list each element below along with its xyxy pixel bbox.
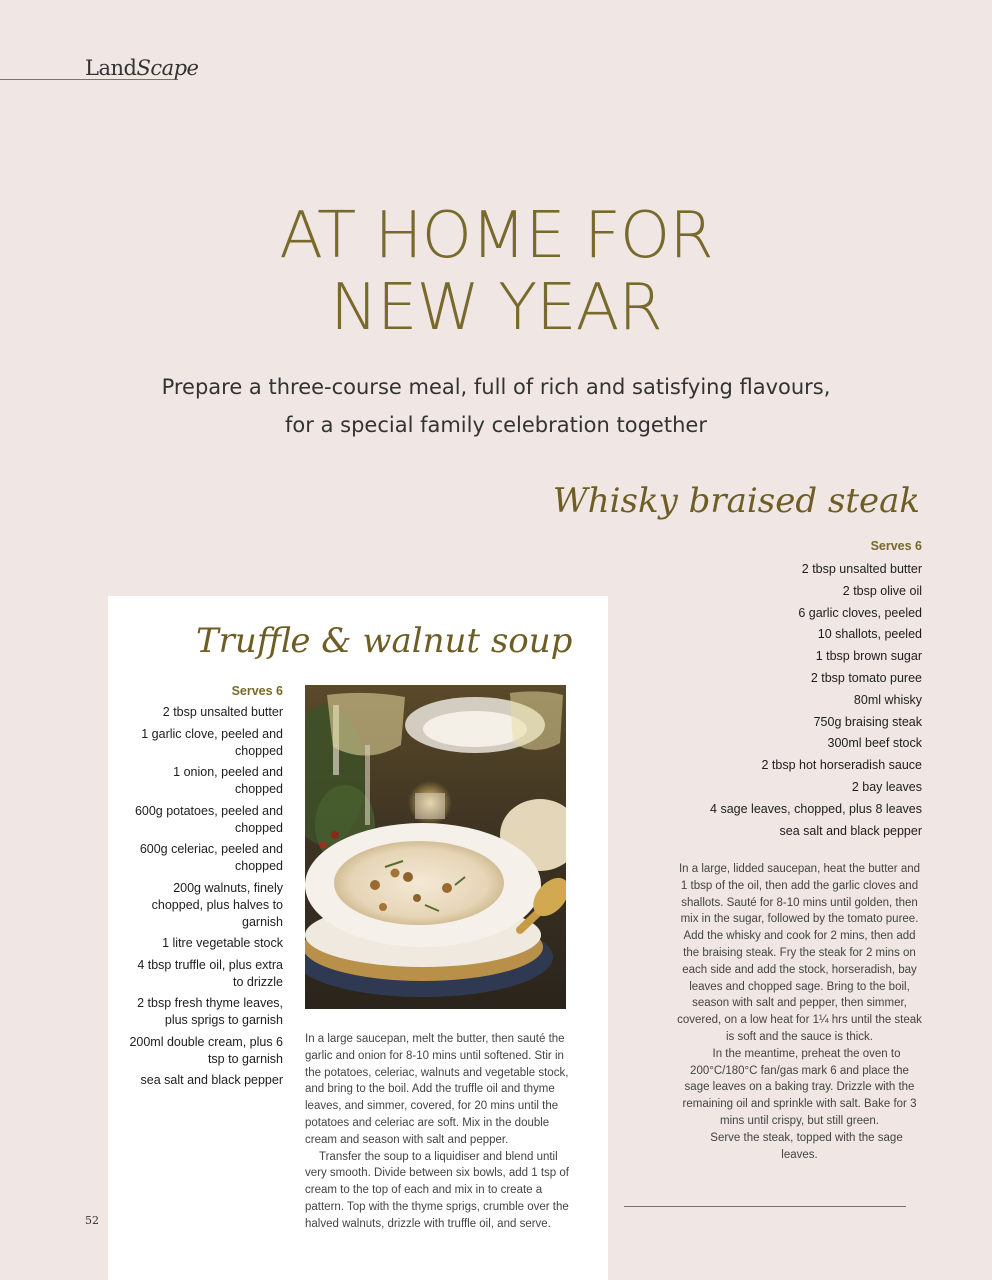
ingredient-item: 2 tbsp unsalted butter [801, 562, 922, 576]
ingredient-item: 1 garlic clove, peeled and chopped [141, 726, 283, 758]
ingredient-item: 2 tbsp unsalted butter [162, 705, 283, 719]
steak-method [677, 861, 922, 1163]
method-paragraph: In a large saucepan, melt the butter, then sauté the garlic and onion for 8-10 mins until softened. Stir in the potatoes, celeriac, walnuts and vegetable stock, and bring to the boil. Add the truffle oil and thyme leaves, and simmer, covered, for 20 mins until the potatoes and celeriac are soft. Mix in the double cream and season with salt and pepper. [305, 1033, 569, 1146]
ingredient-item: 300ml beef stock [827, 736, 922, 751]
ingredient-item: 4 tbsp truffle oil, plus extra to drizzle [137, 957, 283, 989]
ingredient-item: 750g braising steak [813, 714, 922, 729]
soup-recipe-title: Truffle & walnut soup [196, 621, 573, 661]
ingredient-item: sea salt and black pepper [140, 1073, 283, 1087]
method-paragraph: In the meantime, preheat the oven to 200°C/180°C fan/gas mark 6 and place the sage leaves on a baking tray. Drizzle with the remaining oil and sprinkle with salt. Bake for 3 mins until crispy, but still green. [682, 1047, 917, 1127]
method-paragraph: Transfer the soup to a liquidiser and blend until very smooth. Divide between six bowls, add 1 tsp of cream to the top of each and mix in to create a pattern. Top with the thyme sprigs, crumble over the halved walnuts, drizzle with truffle oil, and serve. [305, 1150, 569, 1230]
steak-ingredients [622, 539, 922, 842]
magazine-logo: LandScape [85, 56, 199, 80]
title-line-2: NEW YEAR [330, 271, 662, 345]
soup-ingredients [128, 684, 283, 1094]
ingredient-item: 1 tbsp brown sugar [815, 649, 922, 664]
ingredient-item: 600g potatoes, peeled and chopped [134, 803, 283, 835]
method-paragraph: Serve the steak, topped with the sage leaves. [710, 1131, 903, 1161]
soup-method [305, 1031, 570, 1233]
soup-recipe-card [108, 596, 608, 1280]
page-subtitle [0, 368, 992, 444]
ingredient-item: 2 bay leaves [851, 779, 922, 794]
method-paragraph: In a large, lidded saucepan, heat the butter and 1 tbsp of the oil, then add the garlic cloves and shallots. Sauté for 8-10 mins until golden, then mix in the sugar, followed by the tomato puree. Add the whisky and cook for 2 mins, then add the braising steak. Fry the steak for 2 mins on each side and add the stock, horseradish, bay leaves and chopped sage. Bring to the boil, season with salt and pepper, then simmer, covered, on a low heat for 1¼ hrs until the steak is soft and the sauce is thick. [677, 863, 922, 1043]
ingredient-item: 2 tbsp tomato puree [810, 670, 922, 685]
steak-serves: Serves 6 [870, 539, 922, 553]
ingredient-item: 10 shallots, peeled [817, 627, 922, 642]
ingredient-item: 1 litre vegetable stock [162, 936, 283, 950]
subtitle-line-1: Prepare a three-course meal, full of rich and satisfying flavours, [161, 375, 831, 399]
ingredient-item: 600g celeriac, peeled and chopped [139, 842, 283, 873]
page-title [0, 200, 992, 344]
ingredient-item: 2 tbsp fresh thyme leaves, plus sprigs to garnish [137, 996, 283, 1027]
ingredient-item: 200g walnuts, finely chopped, plus halves to garnish [151, 880, 283, 929]
page-number: 52 [85, 1214, 99, 1227]
soup-serves: Serves 6 [231, 684, 283, 698]
ingredient-item: 4 sage leaves, chopped, plus 8 leaves [710, 801, 922, 816]
ingredient-item: 200ml double cream, plus 6 tsp to garnish [129, 1034, 283, 1066]
soup-photo [305, 685, 566, 1009]
subtitle-line-2: for a special family celebration together [285, 413, 707, 437]
ingredient-item: 1 onion, peeled and chopped [173, 765, 283, 796]
steak-recipe-title: Whisky braised steak [552, 481, 920, 521]
ingredient-item: 80ml whisky [853, 692, 922, 707]
ingredient-item: sea salt and black pepper [779, 823, 922, 838]
footer-rule [624, 1206, 906, 1207]
ingredient-item: 2 tbsp olive oil [842, 583, 922, 598]
title-line-1: AT HOME FOR [279, 199, 713, 273]
ingredient-item: 6 garlic cloves, peeled [798, 605, 922, 620]
ingredient-item: 2 tbsp hot horseradish sauce [761, 758, 922, 773]
